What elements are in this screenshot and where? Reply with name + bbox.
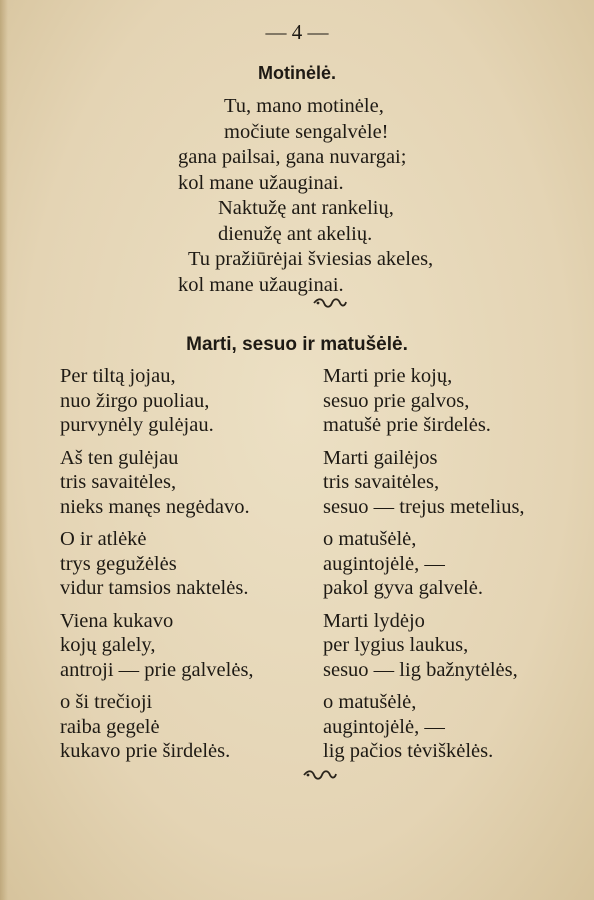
stanza: [60, 446, 254, 520]
poem-column-left: [60, 364, 254, 772]
poem-line: Marti gailėjos: [323, 446, 438, 469]
poem-line: raiba gegelė: [60, 715, 160, 738]
poem-line: o ši trečioji: [60, 691, 153, 713]
poem-line: Marti prie kojų,: [323, 365, 453, 387]
poem-line: nuo žirgo puoliau,: [60, 389, 210, 412]
stanza: [323, 690, 525, 764]
poem-line: Marti lydėjo: [323, 609, 425, 632]
poem-line: tris savaitėles,: [60, 471, 177, 493]
poem-line: tris savaitėles,: [323, 471, 440, 493]
poem-line: Viena kukavo: [60, 609, 174, 632]
stanza: [60, 690, 254, 764]
poem-line: dienužę ant akelių.: [218, 222, 373, 245]
poem-line: O ir atlėkė: [60, 528, 147, 550]
poem-line: purvynėly gulėjau.: [60, 414, 214, 436]
poem-line: o matušėlė,: [323, 691, 417, 713]
poem-line: sesuo — lig bažnytėlės,: [323, 658, 518, 681]
page-edge-shadow: [0, 0, 8, 900]
poem-column-right: [323, 364, 525, 772]
poem-line: antroji — prie galvelės,: [60, 658, 254, 681]
page-number: — 4 —: [265, 20, 329, 44]
poem-line: matušė prie širdelės.: [323, 414, 491, 436]
poem-line: Per tiltą jojau,: [60, 365, 176, 387]
poem-line: Tu pražiūrėjai šviesias akeles,: [188, 248, 434, 270]
poem-line: sesuo — trejus metelius,: [323, 495, 525, 518]
poem-line: kol mane užauginai.: [178, 171, 344, 194]
stanza: [60, 364, 254, 438]
poem-line: augintojėlė, —: [323, 552, 445, 575]
poem-line: vidur tamsios naktelės.: [60, 577, 249, 599]
poem-line: sesuo prie galvos,: [323, 389, 470, 412]
poem-motinele: [178, 94, 433, 298]
vine-ornament-icon: [312, 298, 348, 308]
poem-line: augintojėlė, —: [323, 715, 445, 738]
poem-line: kukavo prie širdelės.: [60, 740, 231, 762]
stanza: [60, 527, 254, 601]
stanza: [323, 446, 525, 520]
poem-line: lig pačios tėviškėlės.: [323, 740, 494, 762]
stanza: [60, 609, 254, 683]
poem-line: Aš ten gulėjau: [60, 446, 179, 469]
poem-line: kojų galely,: [60, 634, 156, 656]
poem-title-marti: Marti, sesuo ir matušėlė.: [186, 334, 408, 355]
poem-line: per lygius laukus,: [323, 634, 469, 656]
poem-title-motinele: Motinėlė.: [257, 63, 336, 83]
stanza: [323, 364, 525, 438]
poem-line: o matušėlė,: [323, 528, 417, 550]
stanza: [323, 609, 525, 683]
poem-line: Tu, mano motinėle,: [224, 95, 384, 117]
stanza: [323, 527, 525, 601]
poem-line: trys gegužėlės: [60, 552, 177, 575]
poem-line: nieks manęs negėdavo.: [60, 495, 250, 518]
vine-ornament-icon: [302, 770, 338, 780]
poem-line: Naktužę ant rankelių,: [218, 197, 394, 219]
poem-line: gana pailsai, gana nuvargai;: [178, 146, 407, 168]
poem-line: močiute sengalvėle!: [224, 120, 389, 143]
poem-line: kol mane užauginai.: [178, 273, 344, 296]
poem-line: pakol gyva galvelė.: [323, 577, 483, 599]
